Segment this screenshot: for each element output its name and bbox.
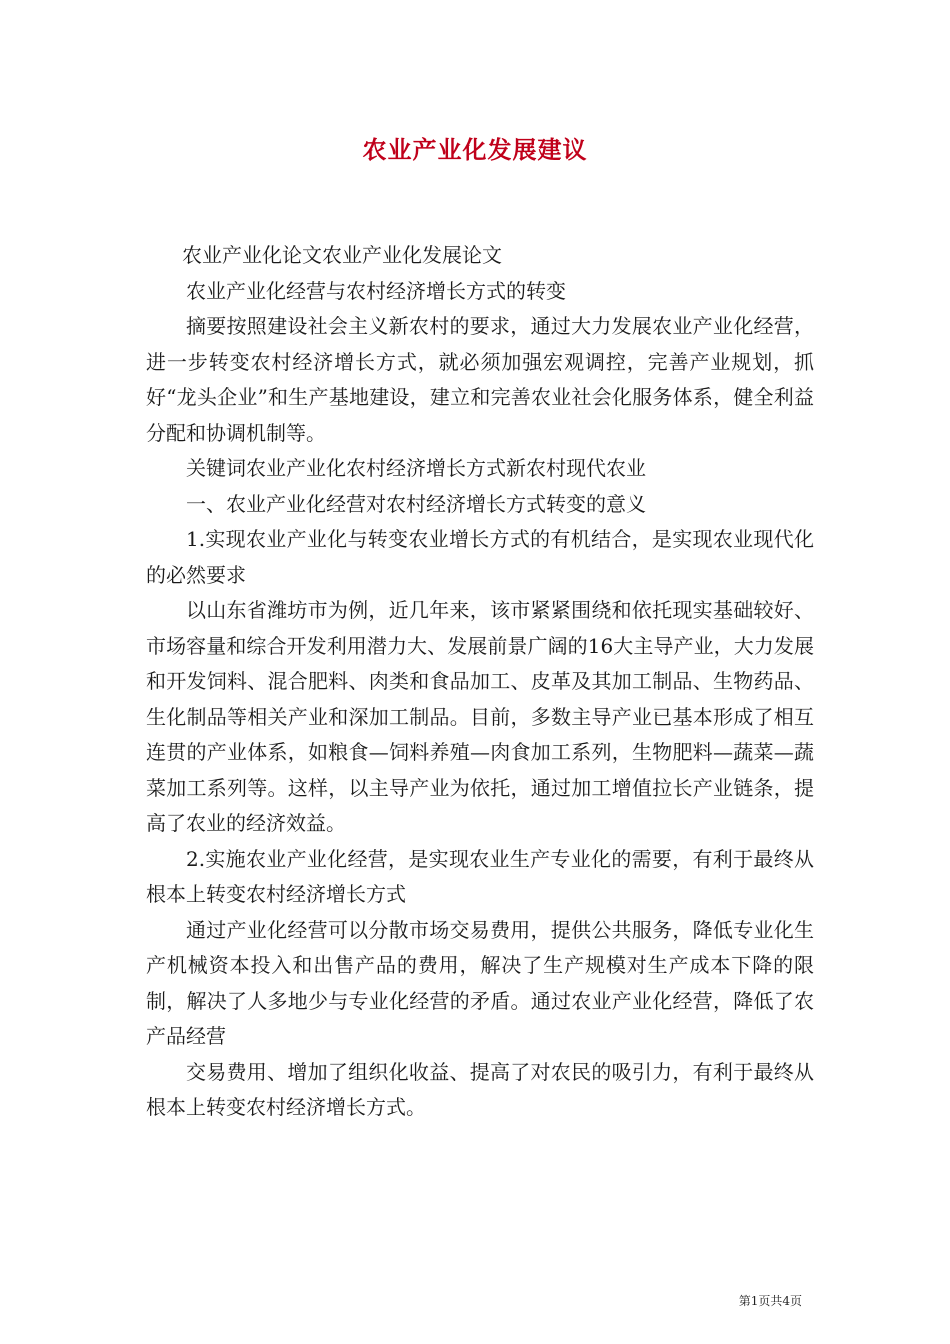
paragraph-1: 农业产业化论文农业产业化发展论文	[182, 243, 502, 267]
paragraph-2: 农业产业化经营与农村经济增长方式的转变	[186, 278, 566, 303]
page-number-footer: 第1页共4页	[738, 1294, 802, 1308]
document-title: 农业产业化发展建议	[362, 135, 588, 164]
paragraph-abstract: 摘要按照建设社会主义新农村的要求，通过大力发展农业产业化经营，进一步转变农村经济增长方式，就必须加强宏观调控，完善产业规划，抓好“龙头企业”和生产基地建设，建立和完善农业社会化服务体系，健全利益分配和协调机制等。	[146, 314, 814, 445]
subheading-2: 2.实施农业产业化经营，是实现农业生产专业化的需要，有利于最终从根本上转变农村经济增长方式	[146, 846, 814, 906]
subheading-1: 1.实现农业产业化与转变农业增长方式的有机结合，是实现农业现代化的必然要求	[146, 527, 814, 587]
paragraph-weifang: 以山东省潍坊市为例，近几年来，该市紧紧围绕和依托现实基础较好、市场容量和综合开发利用潜力大、发展前景广阔的16大主导产业，大力发展和开发饲料、混合肥料、肉类和食品加工、皮革及其加工制品、生物药品、生化制品等相关产业和深加工制品。目前，多数主导产业已基本形成了相互连贯的产业体系，如粮食—饲料养殖—肉食加工系列，生物肥料—蔬菜—蔬菜加工系列等。这样，以主导产业为依托，通过加工增值拉长产业链条，提高了农业的经济效益。	[146, 598, 814, 835]
paragraph-final: 交易费用、增加了组织化收益、提高了对农民的吸引力，有利于最终从根本上转变农村经济增长方式。	[146, 1059, 814, 1119]
document-body	[146, 238, 814, 1126]
paragraph-keywords: 关键词农业产业化农村经济增长方式新农村现代农业	[186, 456, 646, 480]
paragraph-costs: 通过产业化经营可以分散市场交易费用，提供公共服务，降低专业化生产机械资本投入和出售产品的费用，解决了生产规模对生产成本下降的限制，解决了人多地少与专业化经营的矛盾。通过农业产业化经营，降低了农产品经营	[146, 917, 814, 1048]
section-heading-1: 一、农业产业化经营对农村经济增长方式转变的意义	[186, 491, 646, 516]
